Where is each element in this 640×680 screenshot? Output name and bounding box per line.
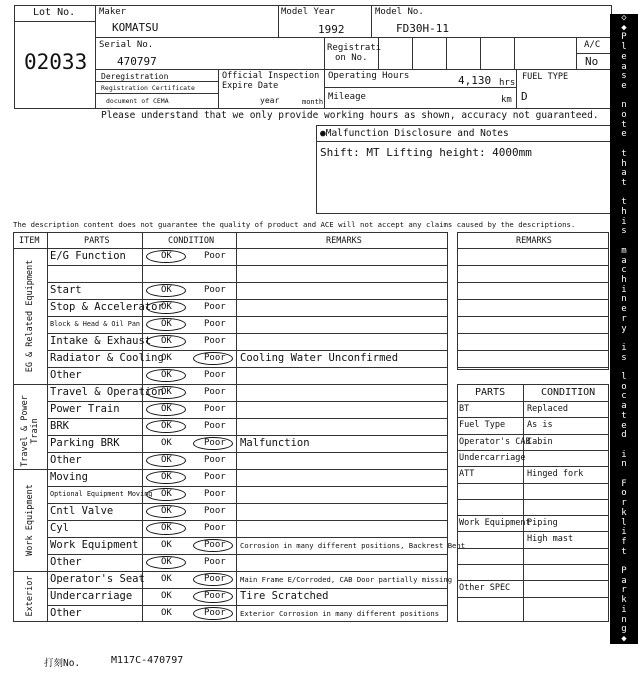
poor-selected-mark	[193, 437, 233, 450]
condition-poor: Poor	[204, 404, 226, 414]
condition-poor: Poor	[204, 489, 226, 499]
condition-poor: Poor	[204, 251, 226, 261]
model-no-label: Model No.	[375, 7, 424, 17]
condition-poor: Poor	[204, 387, 226, 397]
model-year-label: Model Year	[281, 7, 336, 17]
malfunction-text: Shift: MT Lifting height: 4000mm	[320, 146, 532, 159]
table-row-remark: Malfunction	[240, 437, 310, 449]
right-row-condition: High mast	[527, 534, 574, 545]
condition-poor: Poor	[204, 319, 226, 329]
model-year-value: 1992	[318, 23, 345, 36]
right-row-condition: Piping	[527, 518, 558, 529]
header-remarks: REMARKS	[326, 236, 362, 246]
table-row-part: Cntl Valve	[50, 505, 114, 517]
poor-selected-mark	[193, 590, 233, 603]
side-banner: ◇ ◆ P l e a s e n o t e t h a t t h i s m a c h i n e r y i s l o c a t e d i n F o r k l i f t P a r k i n g ◆ ◇	[610, 14, 638, 644]
table-row-part: Work Equipment	[50, 539, 139, 551]
registration-label: Registrati on No.	[327, 43, 382, 63]
mileage-label: Mileage	[328, 92, 366, 102]
registration-certificate-label: Registration Certificate	[101, 84, 195, 92]
hours-unit: hrs	[499, 78, 516, 88]
ok-selected-mark	[146, 488, 186, 501]
fuel-type-label: FUEL TYPE	[522, 72, 569, 82]
ok-selected-mark	[146, 250, 186, 263]
condition-ok: OK	[161, 540, 172, 550]
table-row-part: E/G Function	[50, 250, 126, 262]
disclaimer: The description content does not guarantee the quality of product and ACE will not accept any claims caused by the descriptions.	[13, 220, 576, 229]
condition-poor: Poor	[204, 353, 226, 363]
table-row-part: Other	[50, 369, 82, 381]
table-row-part: Cyl	[50, 522, 69, 534]
table-row-part: Radiator & Cooling	[50, 352, 164, 364]
model-no-value: FD30H-11	[396, 22, 449, 35]
group-eg-related: EG & Related Equipment	[25, 259, 35, 373]
table-row-remark: Cooling Water Unconfirmed	[240, 352, 399, 364]
condition-ok: OK	[161, 472, 172, 482]
malfunction-title: ●Malfunction Disclosure and Notes	[320, 128, 509, 139]
condition-ok: OK	[161, 387, 172, 397]
table-row-part: Parking BRK	[50, 437, 120, 449]
condition-poor: Poor	[204, 608, 226, 618]
poor-selected-mark	[193, 607, 233, 620]
hours-notice: Please understand that we only provide working hours as shown, accuracy not guaranteed.	[101, 110, 599, 121]
condition-ok: OK	[161, 574, 172, 584]
deregistration-label: Deregistration	[101, 72, 169, 81]
condition-poor: Poor	[204, 336, 226, 346]
condition-ok: OK	[161, 404, 172, 414]
condition-ok: OK	[161, 251, 172, 261]
condition-poor: Poor	[204, 523, 226, 533]
right-row-part: Fuel Type	[459, 420, 506, 431]
ok-selected-mark	[146, 284, 186, 297]
table-row-part: Optional Equipment Moving	[50, 490, 153, 498]
condition-ok: OK	[161, 285, 172, 295]
table-row-part: Other	[50, 607, 82, 619]
table-row-remark: Tire Scratched	[240, 590, 329, 602]
condition-poor: Poor	[204, 421, 226, 431]
ok-selected-mark	[146, 403, 186, 416]
group-exterior: Exterior	[25, 575, 35, 617]
serial-label: Serial No.	[99, 40, 154, 50]
ok-selected-mark	[146, 369, 186, 382]
table-row-part: Start	[50, 284, 82, 296]
year-label: year	[260, 96, 280, 105]
table-row-part: Intake & Exhaust	[50, 335, 152, 347]
condition-poor: Poor	[204, 540, 226, 550]
condition-ok: OK	[161, 506, 172, 516]
condition-poor: Poor	[204, 438, 226, 448]
condition-poor: Poor	[204, 557, 226, 567]
serial-value: 470797	[117, 55, 157, 68]
condition-poor: Poor	[204, 591, 226, 601]
right-row-condition: Cabin	[527, 436, 553, 447]
condition-poor: Poor	[204, 472, 226, 482]
right-parts-header: PARTS	[475, 387, 506, 398]
footer-value: M117C-470797	[111, 655, 184, 666]
lot-number: 02033	[24, 50, 88, 74]
condition-ok: OK	[161, 523, 172, 533]
right-row-part: Other SPEC	[459, 583, 511, 594]
condition-ok: OK	[161, 353, 172, 363]
condition-ok: OK	[161, 455, 172, 465]
operating-hours-value: 4,130	[458, 74, 492, 87]
table-row-part	[50, 265, 140, 282]
condition-poor: Poor	[204, 506, 226, 516]
right-row-condition: As is	[527, 420, 553, 431]
ok-selected-mark	[146, 386, 186, 399]
ok-selected-mark	[146, 301, 186, 314]
table-row-part: Operator's Seat	[50, 573, 145, 585]
table-row-part: Other	[50, 454, 82, 466]
ok-selected-mark	[146, 522, 186, 535]
group-work-equipment: Work Equipment	[25, 484, 35, 556]
right-row-condition: Replaced	[527, 404, 568, 414]
table-row-part: Other	[50, 556, 82, 568]
poor-selected-mark	[193, 539, 233, 552]
right-row-part: Undercarriage	[459, 452, 526, 463]
inspection-label: Official Inspection Expire Date	[222, 71, 320, 91]
right-row-part: ATT	[459, 469, 475, 480]
header-condition: CONDITION	[168, 236, 215, 246]
right-condition-header: CONDITION	[541, 387, 596, 398]
right-row-part: Operator's CAB	[459, 436, 531, 447]
condition-ok: OK	[161, 608, 172, 618]
condition-ok: OK	[161, 319, 172, 329]
table-row-part: Block & Head & Oil Pan	[50, 320, 141, 328]
table-row-part: BRK	[50, 420, 69, 432]
ok-selected-mark	[146, 420, 186, 433]
group-travel-power: Travel & Power Train	[20, 395, 40, 467]
table-row-part: Stop & Accelerator	[50, 301, 164, 313]
right-row-condition: Hinged fork	[527, 469, 584, 480]
condition-poor: Poor	[204, 285, 226, 295]
ok-selected-mark	[146, 556, 186, 569]
condition-ok: OK	[161, 370, 172, 380]
operating-hours-label: Operating Hours	[328, 71, 410, 81]
maker-value: KOMATSU	[112, 21, 159, 34]
header-item: ITEM	[19, 236, 40, 246]
condition-poor: Poor	[204, 574, 226, 584]
condition-ok: OK	[161, 336, 172, 346]
table-row-remark: Corrosion in many different positions, Backrest Bent	[240, 541, 466, 550]
ok-selected-mark	[146, 335, 186, 348]
ok-selected-mark	[146, 471, 186, 484]
condition-ok: OK	[161, 557, 172, 567]
fuel-type-value: D	[521, 90, 528, 103]
condition-ok: OK	[161, 489, 172, 499]
ok-selected-mark	[146, 454, 186, 467]
condition-poor: Poor	[204, 455, 226, 465]
table-row-part: Moving	[50, 471, 88, 483]
table-row-part: Undercarriage	[50, 590, 133, 602]
condition-poor: Poor	[204, 370, 226, 380]
ac-value: No	[585, 55, 599, 68]
footer-label: 打刻No.	[44, 658, 81, 669]
ok-selected-mark	[146, 318, 186, 331]
condition-ok: OK	[161, 302, 172, 312]
right-row-part: BT	[459, 404, 470, 414]
ac-label: A/C	[584, 40, 601, 50]
condition-ok: OK	[161, 421, 172, 431]
month-label: month	[302, 98, 324, 106]
right-remarks-header: REMARKS	[516, 236, 552, 246]
poor-selected-mark	[193, 352, 233, 365]
table-row-part: Travel & Operation	[50, 386, 164, 398]
table-row-remark: Exterior Corrosion in many different positions	[240, 609, 440, 618]
table-row-remark: Main Frame E/Corroded, CAB Door partially missing	[240, 575, 453, 584]
mileage-unit: km	[501, 95, 512, 105]
maker-label: Maker	[99, 7, 127, 17]
table-row-part: Power Train	[50, 403, 120, 415]
condition-ok: OK	[161, 438, 172, 448]
ok-selected-mark	[146, 505, 186, 518]
condition-poor: Poor	[204, 302, 226, 312]
lot-label: Lot No.	[33, 7, 76, 18]
cema-label: document of CEMA	[106, 97, 169, 105]
poor-selected-mark	[193, 573, 233, 586]
right-row-part: Work Equipment	[459, 518, 531, 529]
condition-ok: OK	[161, 591, 172, 601]
header-parts: PARTS	[84, 236, 110, 246]
